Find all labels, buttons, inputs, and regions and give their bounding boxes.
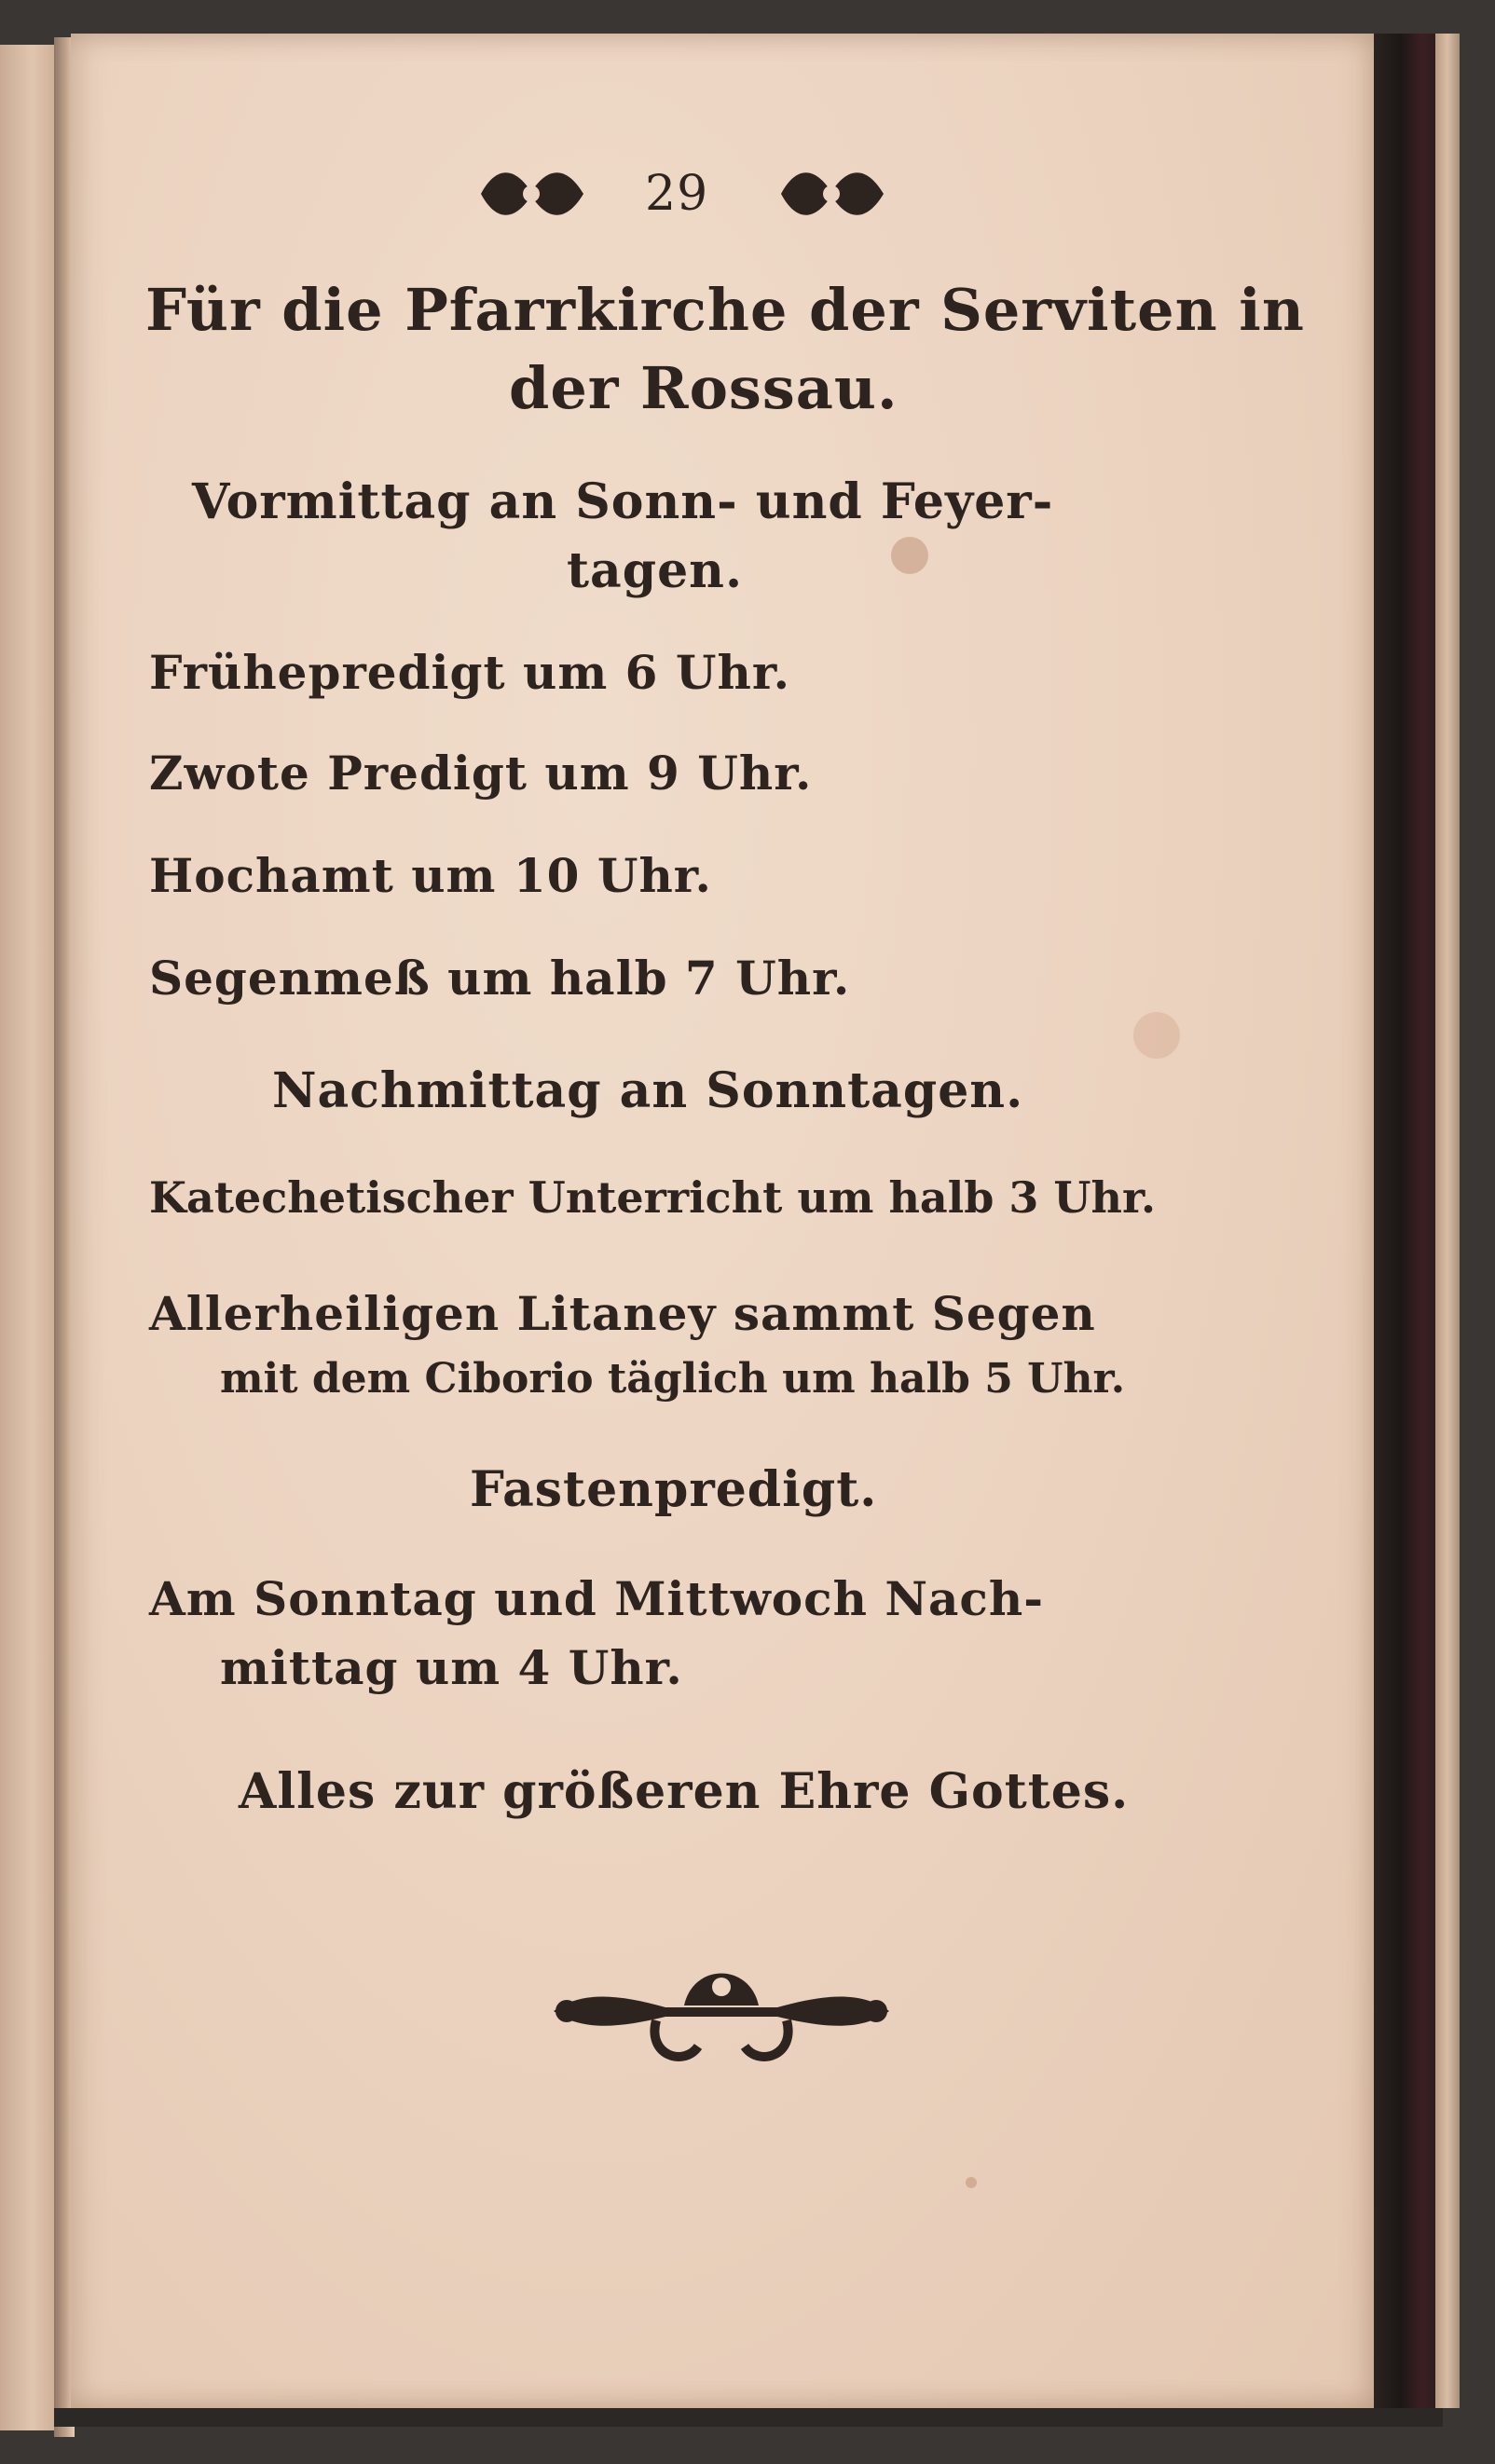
section-title-afternoon: Nachmittag an Sonntagen. bbox=[272, 1062, 1024, 1119]
page-number: 29 bbox=[645, 166, 709, 222]
previous-page-edge bbox=[0, 45, 54, 2430]
section-title-morning-line-1: Vormittag an Sonn- und Feyer- bbox=[192, 473, 1054, 530]
heading-line-1: Für die Pfarrkirche der Serviten in bbox=[145, 276, 1305, 344]
service-item: Frühepredigt um 6 Uhr. bbox=[149, 645, 790, 700]
service-item: Katechetischer Unterricht um halb 3 Uhr. bbox=[149, 1172, 1156, 1223]
header-ornament-left-icon bbox=[477, 157, 587, 231]
service-item-line-2: mittag um 4 Uhr. bbox=[220, 1640, 683, 1695]
book-binding bbox=[1374, 34, 1441, 2408]
section-title-morning-line-2: tagen. bbox=[567, 542, 744, 599]
service-item-line-1: Am Sonntag und Mittwoch Nach- bbox=[149, 1571, 1044, 1626]
service-item: Hochamt um 10 Uhr. bbox=[149, 848, 712, 903]
stain bbox=[966, 2177, 977, 2188]
stain bbox=[891, 537, 928, 574]
tailpiece-ornament-icon bbox=[544, 1953, 898, 2074]
service-item-line-2: mit dem Ciborio täglich um halb 5 Uhr. bbox=[220, 1355, 1126, 1403]
section-title-lent: Fastenpredigt. bbox=[470, 1461, 878, 1518]
service-item-line-1: Allerheiligen Litaney sammt Segen bbox=[149, 1286, 1096, 1341]
heading-line-2: der Rossau. bbox=[509, 354, 898, 422]
stain bbox=[1133, 1012, 1180, 1059]
closing-motto: Alles zur größeren Ehre Gottes. bbox=[239, 1763, 1130, 1820]
binding-edge bbox=[1435, 34, 1460, 2408]
header-ornament-right-icon bbox=[777, 157, 887, 231]
service-item: Zwote Predigt um 9 Uhr. bbox=[149, 746, 813, 801]
bottom-edge bbox=[54, 2408, 1443, 2427]
service-item: Segenmeß um halb 7 Uhr. bbox=[149, 951, 851, 1006]
